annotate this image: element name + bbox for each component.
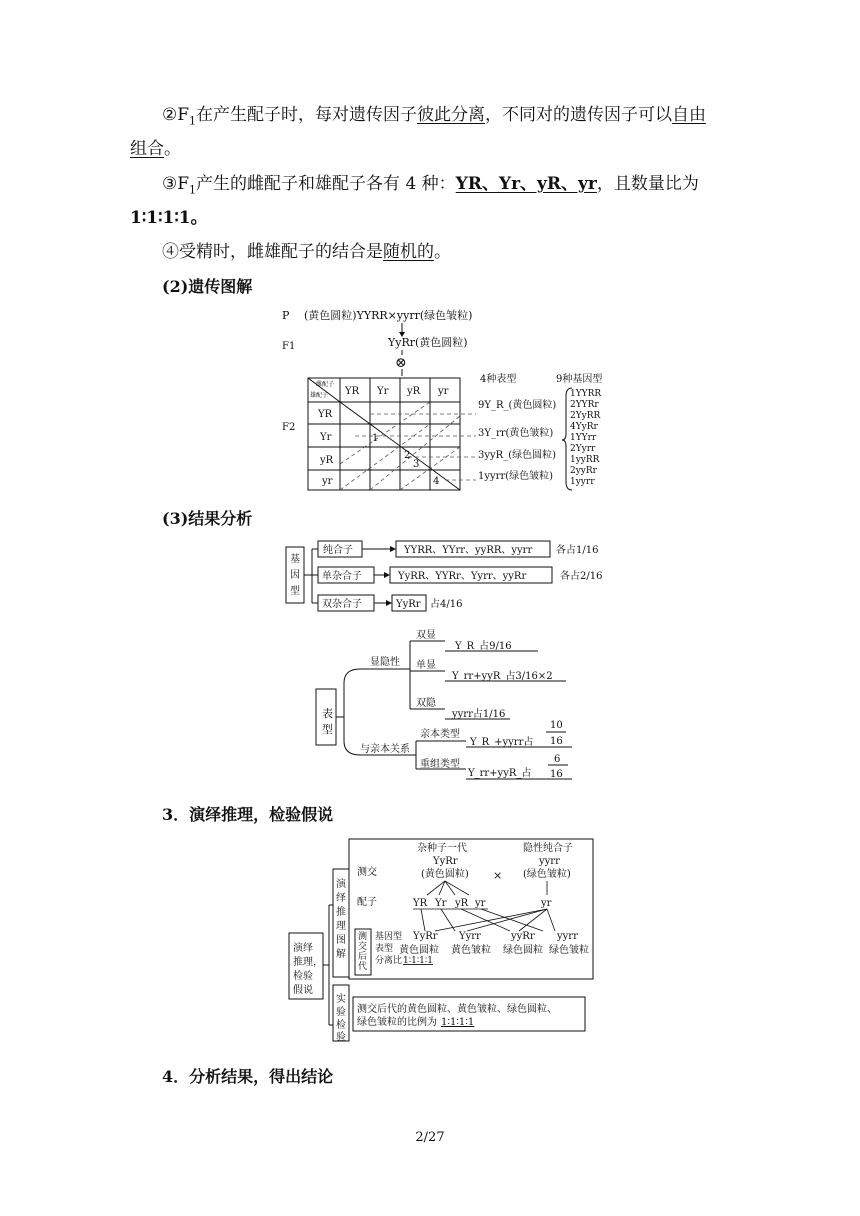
offspring-char: 后: [358, 952, 368, 962]
hybrid-title: 杂种子一代: [417, 843, 467, 854]
testcross-label: 测交: [357, 867, 377, 878]
root-char: 型: [322, 723, 333, 736]
experiment-char: 实: [336, 994, 346, 1005]
dominance-label: 双显: [416, 630, 436, 641]
relation-text: Y_rr+yyR_占: [468, 768, 532, 779]
cell-mark: 3: [413, 459, 420, 470]
testcross-diagram: [285, 835, 595, 1047]
root-char: 型: [290, 586, 300, 597]
offspring-char: 交: [358, 942, 368, 952]
genotype-item: 1yyrr: [570, 477, 595, 487]
deduction-char: 推: [336, 907, 346, 918]
gamete: YR: [413, 898, 428, 909]
underlined-answer: 彼此分离: [417, 105, 486, 125]
deduction-char: 解: [336, 949, 346, 960]
dominance-text: Y_rr+yyR_占3/16×2: [452, 671, 553, 682]
phenotype-ratio: 3Y_rr(黄色皱粒): [478, 428, 554, 439]
heading-genetic-diagram: (2)遗传图解: [162, 277, 253, 296]
subscript: 1: [189, 183, 197, 197]
experiment-line: 测交后代的黄色圆粒、黄色皱粒、绿色圆粒、: [357, 1004, 557, 1015]
relation-label: 重组类型: [420, 759, 460, 770]
genotype-item: 1YYRR: [570, 389, 602, 399]
root-char: 因: [290, 570, 300, 581]
p-label: P: [282, 309, 290, 322]
offspring-phenotype: 黄色圆粒: [399, 945, 439, 956]
genotype-item: 2Yyrr: [570, 444, 596, 454]
page-number: 2/27: [415, 1130, 445, 1145]
col-gamete: yR: [407, 386, 421, 397]
punnett-diagram: [280, 304, 630, 494]
text: ，且数量比为: [596, 174, 699, 194]
phenotype-ratio: 1yyrr(绿色皱粒): [478, 471, 554, 482]
cell-mark: 2: [404, 450, 411, 461]
phenotype-ratio: 9Y_R_(黄色圆粒): [478, 400, 557, 411]
gamete: yR: [455, 898, 469, 909]
deduction-char: 图: [336, 935, 346, 946]
offspring-genotype: yyRr: [511, 931, 535, 942]
row-label: 双杂合子: [322, 599, 362, 610]
experiment-ratio: 1∶1∶1∶1: [441, 1017, 475, 1028]
fraction-num: 6: [554, 754, 561, 765]
genotype-item: 1yyRR: [570, 455, 600, 465]
row-share: 占4/16: [430, 599, 463, 610]
offspring-char: 代: [358, 962, 368, 972]
gamete: Yr: [435, 898, 447, 909]
corner-female: 雌配子: [316, 381, 335, 388]
text: 在产生配子时，每对遗传因子: [196, 105, 418, 125]
section-3-heading: 3．演绎推理，检验假说: [162, 805, 334, 824]
paragraph-line-3: [162, 169, 699, 205]
text: 。: [164, 139, 181, 159]
col-gamete: Yr: [377, 386, 389, 397]
row-label: 纯合子: [323, 545, 353, 556]
gamete-label: 配子: [357, 897, 377, 908]
genotype-item: 2YYRr: [570, 400, 599, 410]
row-gamete: YR: [318, 409, 333, 420]
offspring-genotype: yyrr: [557, 931, 578, 942]
paragraph-line-4: 1∶1∶1∶1。: [130, 208, 208, 228]
deduction-char: 绎: [336, 893, 346, 904]
row-content: YyRr: [396, 599, 421, 610]
ratio-value: 1∶1∶1∶1: [403, 956, 433, 966]
experiment-char: 检: [336, 1020, 346, 1031]
row-content: YYRR、YYrr、yyRR、yyrr: [404, 545, 533, 556]
f1-label: F1: [282, 341, 296, 352]
deduction-char: 演: [336, 879, 346, 890]
root-line: 演绎: [293, 943, 313, 954]
row-content: YyRR、YYRr、Yyrr、yyRr: [398, 571, 527, 582]
phenotype-ratio: 3yyR_(绿色圆粒): [478, 450, 556, 461]
genotype-item: 2yyRr: [570, 466, 597, 476]
genotype-header: 9种基因型: [556, 374, 603, 385]
recessive-genotype: yyrr: [539, 856, 560, 867]
dominance-label: 双隐: [416, 698, 436, 709]
text: ，不同对的遗传因子可以: [485, 105, 673, 125]
col-gamete: YR: [345, 386, 360, 397]
hybrid-genotype: YyRr: [433, 856, 458, 867]
root-line: 检验: [293, 971, 313, 982]
underlined-answer: 自由: [672, 105, 707, 125]
phenotype-row-label: 表型: [375, 944, 394, 954]
row-gamete: yr: [322, 476, 333, 487]
recessive-phenotype: (绿色皱粒): [523, 869, 571, 880]
phenotype-analysis-diagram: [310, 625, 600, 785]
recessive-title: 隐性纯合子: [523, 843, 573, 854]
hybrid-phenotype: (黄色圆粒): [421, 869, 469, 880]
cell-mark: 1: [372, 433, 379, 444]
branch-label: 显隐性: [370, 657, 400, 668]
corner-male: 雄配子: [310, 392, 329, 399]
root-char: 基: [290, 554, 300, 565]
genotype-item: 4YyRr: [570, 422, 598, 432]
text: ④受精时，雌雄配子的结合是: [162, 242, 383, 262]
cell-mark: 4: [433, 476, 440, 487]
recessive-gamete: yr: [541, 898, 552, 909]
f2-label: F2: [282, 422, 296, 433]
phenotype-header: 4种表型: [480, 374, 517, 385]
ratio-row-label: 分离比: [375, 956, 403, 966]
root-char: 表: [322, 707, 333, 720]
offspring-genotype: Yyrr: [459, 931, 481, 942]
underlined-answer: 组合: [130, 139, 164, 159]
text: ②F: [162, 105, 190, 125]
text: 产生的雌配子和雄配子各有 4 种：: [196, 174, 456, 194]
f1-genotype: YyRr(黄色圆粒): [388, 336, 468, 349]
offspring-genotype: YyRr: [413, 931, 438, 942]
root-line: 推理，: [293, 957, 323, 968]
p-cross: (黄色圆粒)YYRR×yyrr(绿色皱粒): [304, 309, 473, 322]
dominance-label: 单显: [416, 660, 436, 671]
row-share: 各占1/16: [556, 545, 599, 556]
paragraph-line-2: [130, 134, 181, 164]
row-label: 单杂合子: [322, 571, 362, 582]
root-line: 假说: [293, 985, 313, 996]
genotype-item: 1YYrr: [570, 433, 597, 443]
paragraph-line-5: [162, 237, 451, 267]
genotype-item: 2YyRR: [570, 411, 601, 421]
subscript: 1: [189, 114, 197, 128]
dominance-text: Y_R_占9/16: [455, 641, 512, 652]
experiment-char: 验: [336, 1032, 346, 1043]
section-4-heading: 4．分析结果，得出结论: [162, 1067, 334, 1086]
gamete: yr: [475, 898, 486, 909]
row-share: 各占2/16: [560, 571, 603, 582]
row-gamete: Yr: [320, 432, 332, 443]
underlined-answer: YR、Yr、yR、yr: [455, 174, 597, 194]
fraction-den: 16: [550, 769, 563, 780]
underlined-answer: 随机的: [383, 242, 434, 262]
offspring-phenotype: 绿色皱粒: [549, 945, 589, 956]
heading-result-analysis: (3)结果分析: [162, 509, 253, 528]
row-gamete: yR: [320, 455, 334, 466]
offspring-phenotype: 黄色皱粒: [451, 945, 491, 956]
experiment-line: 绿色皱粒的比例为: [357, 1017, 437, 1028]
fraction-den: 16: [550, 736, 563, 747]
text: ③F: [162, 174, 190, 194]
selfing-symbol: ⊗: [395, 355, 407, 371]
relation-label: 亲本类型: [420, 729, 460, 740]
paragraph-line-1: [162, 100, 706, 136]
col-gamete: yr: [438, 386, 449, 397]
relation-text: Y_R_+yyrr占: [470, 737, 534, 748]
offspring-char: 测: [358, 932, 368, 942]
text: 。: [434, 242, 451, 262]
deduction-char: 理: [336, 921, 346, 932]
genotype-row-label: 基因型: [375, 932, 403, 942]
dominance-text: yyrr占1/16: [452, 709, 506, 720]
fraction-num: 10: [550, 720, 563, 731]
genotype-analysis-diagram: [280, 535, 630, 615]
experiment-char: 验: [336, 1007, 346, 1018]
offspring-phenotype: 绿色圆粒: [503, 945, 543, 956]
cross-symbol: ×: [493, 869, 503, 882]
branch-label: 与亲本关系: [360, 744, 410, 755]
